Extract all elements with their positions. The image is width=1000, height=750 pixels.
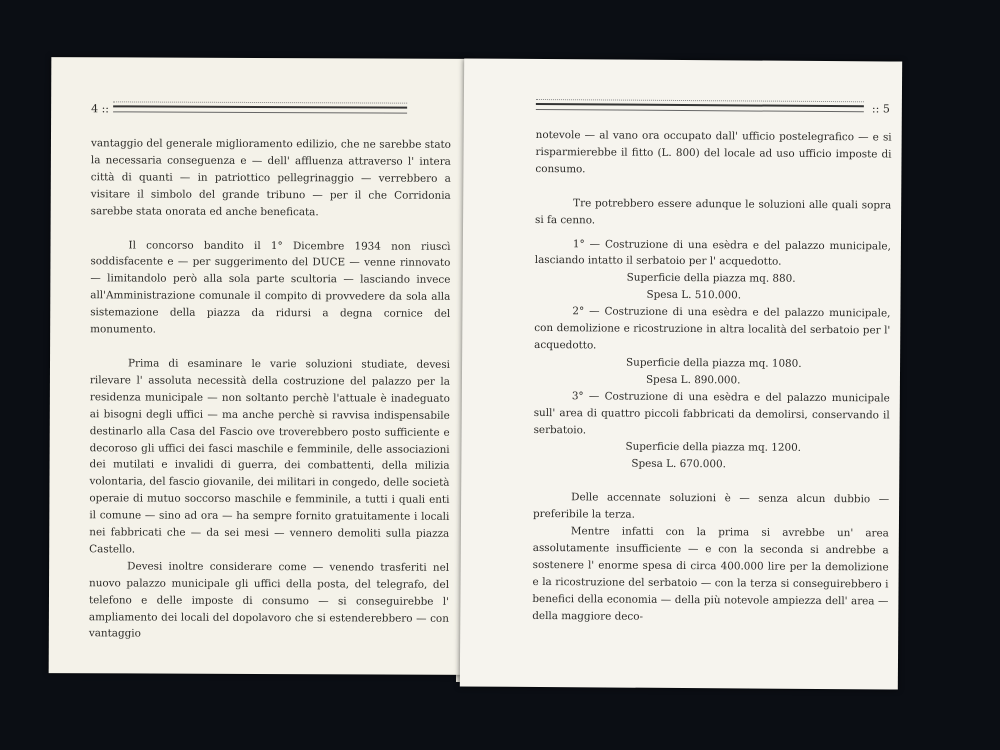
solution-text: 2° — Costruzione di una esèdra e del palazzo municipale, con demolizione e ricostruzione in altra località del serbatoio per l' acquedotto. [534,305,891,352]
paragraph: Prima di esaminare le varie soluzioni studiate, devesi rilevare l' assoluta necessità della costruzione del palazzo per la residenza municipale — non soltanto perchè l'attuale è inadeguato ai bisogni degli uffici — ma anche perchè si ravvisa indispensabile destinarlo alla Casa del Fascio ove troverebbero posto sufficiente e decoroso gli uffici dei fasci maschile e femminile, delle associazioni dei mutilati e invalidi di guerra, dei combattenti, della milizia volontaria, del fascio giovanile, dei militari in congedo, delle società operaie di mutuo soccorso maschile e femminile, a tutti i quali enti il comune — sino ad ora — ha sempre fornito gratuitamente i locali nei fabbricati che — da sei mesi — vennero demoliti sulla piazza Castello. [89,357,451,556]
solution-text: 3° — Costruzione di una esèdra e del palazzo municipale sull' area di quattro piccoli fabbricati da demolirsi, conservando il serbatoio. [533,389,890,436]
solution-surface: Superficie della piazza mq. 1200. [625,441,802,455]
paragraph: Delle accennate soluzioni è — senza alcun dubbio — preferibile la terza. [532,491,890,521]
header-rules [113,101,407,113]
paragraph: Mentre infatti con la prima si avrebbe un' area assolutamente insufficiente — e con la seconda si andrebbe a sostenere l' enorme spesa di circa 400.000 lire per la demolizione e la ricostruzione del serbatoio — con la terza si conseguirebbero i benefici della economia — della più notevole ampiezza dell' area — della maggiore deco- [532,525,889,623]
header-rules [536,99,864,112]
paragraph: Il concorso bandito il 1° Dicembre 1934 non riuscì soddisfacente e — per suggerimento del DUCE — venne rinnovato — limitandolo però alla sola parte scultoria — lasciando invece all'Amministrazione comunale il compito di provvedere da sola alla sistemazione della piazza da ridursi a degna cornice del monumento. [90,238,451,336]
paragraph: vantaggio del generale miglioramento edilizio, che ne sarebbe stato la necessaria conseguenza e — dell' affluenza attraverso l' intera città di quanti — in patriottico pellegrinaggio — verrebbero a visitare il simbolo del grande tribuno — per il che Corridonia sarebbe stata onorata ed anche beneficata. [90,137,451,218]
solution-surface: Superficie della piazza mq. 880. [626,271,796,286]
right-page [460,58,902,689]
left-page [49,57,470,675]
solution-cost: Spesa L. 890.000. [645,373,741,387]
page-header [536,97,890,119]
page-number: :: 5 [871,102,890,116]
solution-text: 1° — Costruzione di una esèdra e del palazzo municipale, lasciando intatto il serbatoio per l' acquedotto. [534,237,891,269]
paragraph: Devesi inoltre considerare come — venendo trasferiti nel nuovo palazzo municipale gli uffici della posta, del telegrafo, del telefono e delle imposte di consumo — si conseguirebbe l' ampliamento dei locali del dopolavoro che si estenderebbero — con vantaggio [88,560,450,640]
solution-cost: Spesa L. 670.000. [631,457,726,471]
page-header [91,99,457,121]
paragraph: notevole — al vano ora occupato dall' ufficio postelegrafico — e si risparmierebbe il fitto (L. 800) del locale ad uso ufficio imposte di consumo. [535,128,892,176]
paragraph: Tre potrebbero essere adunque le soluzioni alle quali sopra si fa cenno. [535,196,892,227]
page-number: 4 :: [91,102,110,116]
solution-surface: Superficie della piazza mq. 1080. [626,356,802,370]
solution-cost: Spesa L. 510.000. [646,289,742,302]
left-page-text [89,135,451,644]
right-page-text [532,127,891,627]
